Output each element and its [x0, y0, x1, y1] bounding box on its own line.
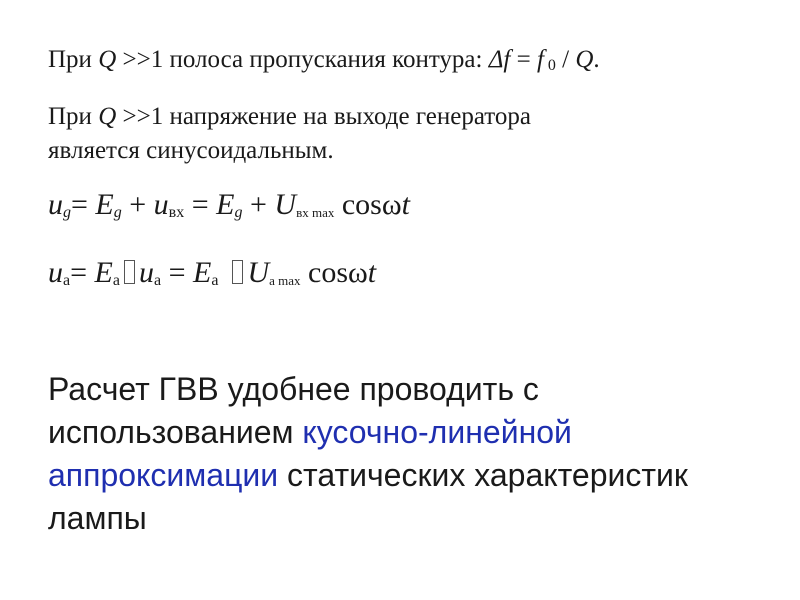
- u-amplitude-symbol: U: [274, 188, 297, 221]
- subscript-vx-max: вх max: [296, 205, 335, 220]
- text: =: [184, 188, 217, 221]
- subscript-a: a: [153, 272, 162, 289]
- u-symbol: u: [48, 256, 63, 289]
- text: =: [161, 256, 193, 289]
- formula-ua: [48, 256, 376, 290]
- text: +: [242, 188, 275, 221]
- e-symbol: E: [94, 256, 113, 289]
- bandwidth-line: [48, 46, 600, 74]
- subscript-vx: вх: [168, 204, 185, 221]
- statement-line-1: [48, 100, 531, 134]
- t-symbol: t: [401, 188, 410, 221]
- u-symbol: u: [48, 188, 63, 221]
- missing-glyph-box: [232, 260, 243, 284]
- t-symbol: t: [367, 256, 377, 289]
- text: При: [48, 103, 99, 130]
- calculation-paragraph: [48, 368, 768, 540]
- cos-text: cos: [334, 188, 382, 221]
- subscript-g: g: [113, 204, 122, 221]
- text: /: [555, 46, 576, 73]
- paragraph-text: Расчет ГВВ удобнее проводить с использованием: [48, 371, 539, 450]
- text: =: [510, 46, 537, 73]
- text: =: [71, 188, 96, 221]
- sinusoidal-statement: [48, 100, 531, 168]
- subscript-a: a: [112, 272, 120, 289]
- subscript-g: g: [63, 204, 71, 221]
- q-symbol: Q: [98, 103, 117, 130]
- subscript-a: a: [63, 272, 71, 289]
- u-symbol: u: [138, 256, 154, 289]
- omega-symbol: ω: [381, 188, 402, 221]
- text: +: [121, 188, 154, 221]
- text: >>1 напряжение на выходе генератора: [116, 103, 531, 130]
- cos-text: cos: [300, 256, 349, 289]
- paragraph-text: статических характеристик лампы: [48, 457, 688, 536]
- formula-ug: [48, 188, 410, 222]
- q-symbol: Q: [98, 46, 117, 73]
- q-symbol: Q: [575, 46, 594, 73]
- subscript: 0: [543, 57, 556, 74]
- subscript-a: a: [211, 272, 219, 289]
- text: .: [593, 46, 600, 73]
- highlighted-term: кусочно-линейной аппроксимации: [48, 414, 572, 493]
- text: =: [70, 256, 95, 289]
- u-amplitude-symbol: U: [247, 256, 270, 289]
- delta-f-symbol: Δf: [488, 46, 511, 73]
- u-symbol: u: [153, 188, 169, 221]
- missing-glyph-box: [124, 260, 135, 284]
- omega-symbol: ω: [348, 256, 368, 289]
- statement-line-2: является синусоидальным.: [48, 137, 334, 164]
- text: При: [48, 46, 99, 73]
- e-symbol: E: [216, 188, 235, 221]
- e-symbol: E: [193, 256, 212, 289]
- text: >>1 полоса пропускания контура:: [116, 46, 489, 73]
- f-symbol: f: [536, 46, 544, 73]
- subscript-g: g: [234, 204, 243, 221]
- e-symbol: E: [95, 188, 114, 221]
- subscript-a-max: a max: [269, 273, 301, 288]
